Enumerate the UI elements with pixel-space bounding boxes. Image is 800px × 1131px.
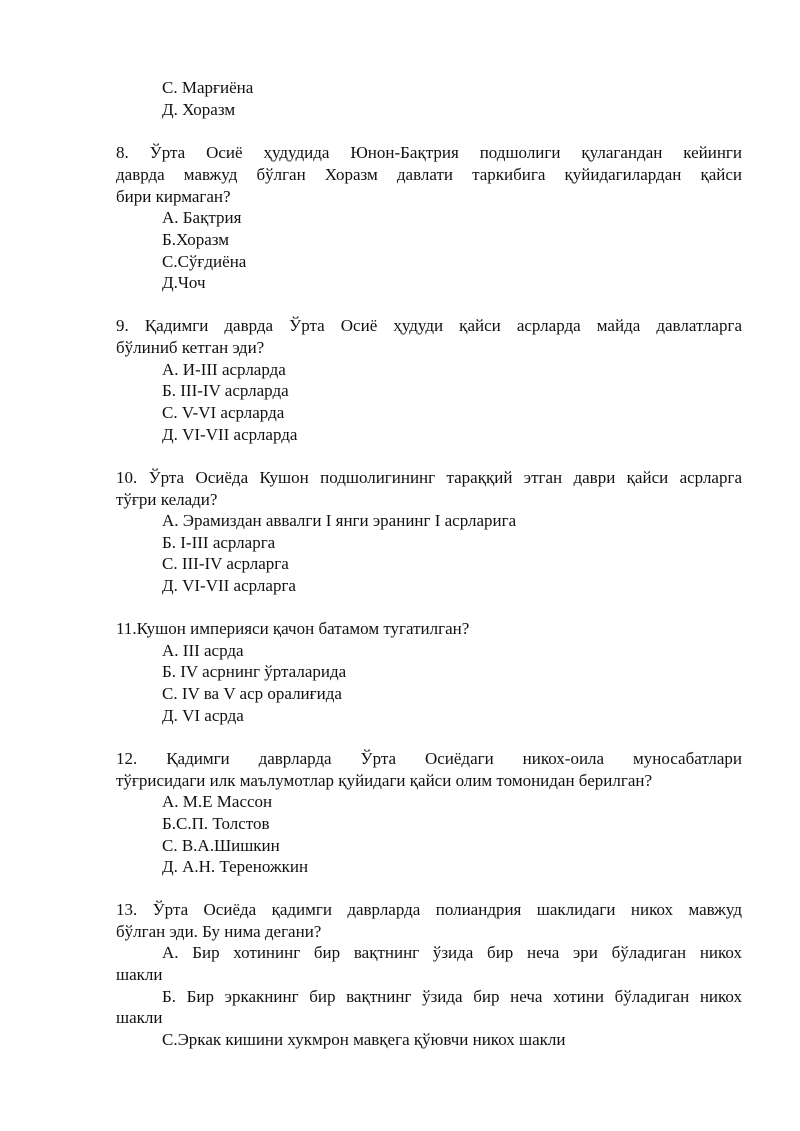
question-9-option-b: Б. III-IV асрларда bbox=[162, 381, 289, 400]
question-10-line-1: 10. Ўрта Осиёда Кушон подшолигининг тараққий этган даври қайси асрларга bbox=[116, 468, 742, 487]
question-10-option-d: Д. VI-VII асрларга bbox=[162, 576, 296, 595]
question-11-option-b: Б. IV асрнинг ўрталарида bbox=[162, 662, 347, 681]
question-13-option-a-line-2: шакли bbox=[116, 965, 163, 984]
question-10-option-c: С. III-IV асрларга bbox=[162, 554, 289, 573]
question-9-line-1: 9. Қадимги даврда Ўрта Осиё ҳудуди қайси асрларда майда давлатларга bbox=[116, 316, 742, 335]
question-12-option-c: С. В.А.Шишкин bbox=[162, 836, 280, 855]
question-8-option-b: Б.Хоразм bbox=[162, 230, 229, 249]
question-12-option-d: Д. А.Н. Тереножкин bbox=[162, 857, 309, 876]
question-13-option-c: С.Эркак кишини хукмрон мавқега қўювчи никох шакли bbox=[162, 1030, 566, 1049]
question-8-option-c: С.Сўғдиёна bbox=[162, 252, 247, 271]
question-8-option-d: Д.Чоч bbox=[162, 273, 206, 292]
question-12-option-a: А. М.Е Массон bbox=[162, 792, 273, 811]
question-13-option-b-line-2: шакли bbox=[116, 1008, 163, 1027]
question-12-line-1: 12. Қадимги даврларда Ўрта Осиёдаги никох-оила муносабатлари bbox=[116, 749, 742, 768]
question-10-option-b: Б. I-III асрларга bbox=[162, 533, 276, 552]
question-13-line-1: 13. Ўрта Осиёда қадимги даврларда полиандрия шаклидаги никох мавжуд bbox=[116, 900, 742, 919]
question-9-option-a: А. И-III асрларда bbox=[162, 360, 286, 379]
question-13-line-2: бўлган эди. Бу нима дегани? bbox=[116, 922, 322, 941]
question-11-option-a: А. III асрда bbox=[162, 641, 244, 660]
option-c-margiyona: С. Марғиёна bbox=[162, 78, 254, 97]
question-13-option-b-line-1: Б. Бир эркакнинг бир вақтнинг ўзида бир неча хотини бўладиган никох bbox=[162, 987, 742, 1006]
option-d-khorazm: Д. Хоразм bbox=[162, 100, 236, 119]
question-11-option-c: С. IV ва V аср оралиғида bbox=[162, 684, 342, 703]
question-8-line-1: 8. Ўрта Осиё ҳудудида Юнон-Бақтрия подшолиги қулагандан кейинги bbox=[116, 143, 742, 162]
question-12-line-2: тўғрисидаги илк маълумотлар қуйидаги қайси олим томонидан берилган? bbox=[116, 771, 653, 790]
question-10-line-2: тўғри келади? bbox=[116, 490, 218, 509]
question-12-option-b: Б.С.П. Толстов bbox=[162, 814, 270, 833]
question-8-option-a: А. Бақтрия bbox=[162, 208, 242, 227]
question-11-option-d: Д. VI асрда bbox=[162, 706, 244, 725]
question-13-option-a-line-1: А. Бир хотининг бир вақтнинг ўзида бир неча эри бўладиган никох bbox=[162, 943, 742, 962]
question-10-option-a: А. Эрамиздан аввалги I янги эранинг I асрларига bbox=[162, 511, 517, 530]
question-9-option-c: С. V-VI асрларда bbox=[162, 403, 285, 422]
question-11-line-1: 11.Кушон империяси қачон батамом тугатилган? bbox=[116, 619, 470, 638]
question-9-line-2: бўлиниб кетган эди? bbox=[116, 338, 265, 357]
question-9-option-d: Д. VI-VII асрларда bbox=[162, 425, 298, 444]
question-8-line-3: бири кирмаган? bbox=[116, 187, 231, 206]
question-8-line-2: даврда мавжуд бўлган Хоразм давлати таркибига қуйидагилардан қайси bbox=[116, 165, 742, 184]
